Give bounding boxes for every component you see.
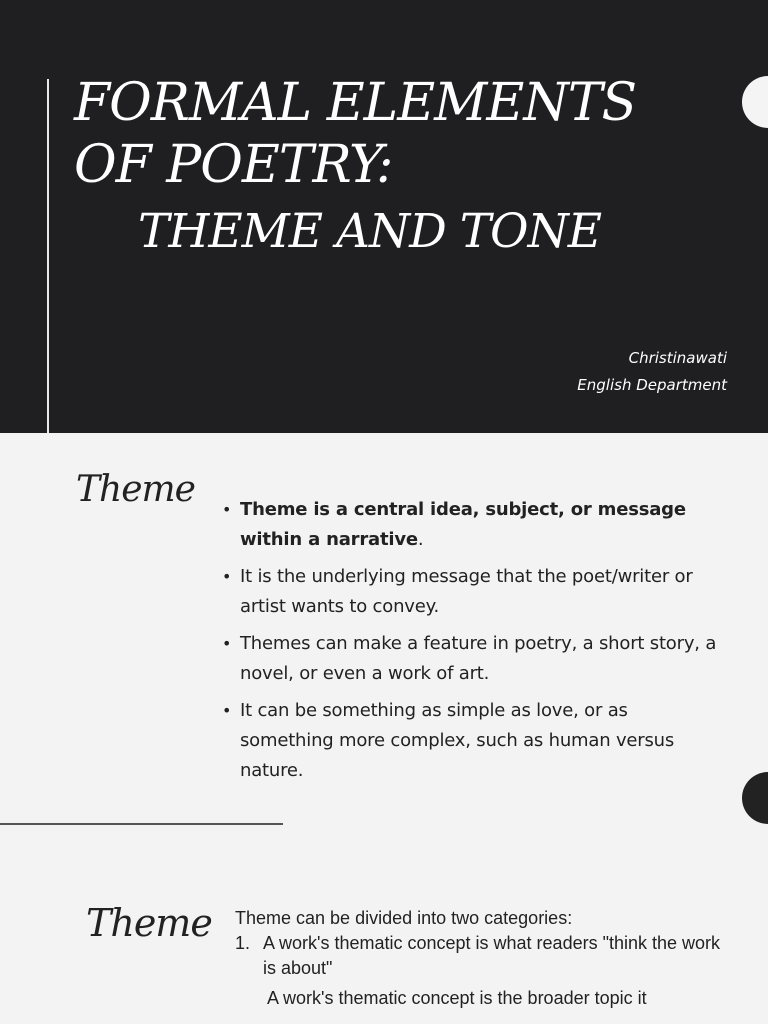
decorative-dot xyxy=(742,772,768,824)
slide-theme-categories xyxy=(0,849,768,1024)
slide-title-heading xyxy=(74,72,714,196)
slide-body xyxy=(235,906,725,1011)
slide-heading: Theme xyxy=(76,469,195,510)
decorative-circle xyxy=(742,76,768,128)
list-item xyxy=(222,495,722,555)
numbered-item xyxy=(235,931,725,981)
slide-theme-definition xyxy=(0,433,768,849)
author-name: Christinawati xyxy=(628,349,727,367)
vertical-divider xyxy=(47,79,49,433)
bullet-list xyxy=(222,495,722,793)
horizontal-divider xyxy=(0,823,283,825)
title-line-1: FORMAL ELEMENTS xyxy=(74,73,637,133)
bold-definition: Theme is a central idea, subject, or message within a narrative xyxy=(240,499,686,550)
author-block xyxy=(577,345,727,399)
item-number: 1. xyxy=(235,933,251,953)
list-item: • It is the underlying message that the poet/writer or artist wants to convey. xyxy=(222,562,722,622)
slide-subtitle: THEME AND TONE xyxy=(138,204,602,259)
list-item: • It can be something as simple as love, or as something more complex, such as human versus nature. xyxy=(222,696,722,786)
definition-period: . xyxy=(417,529,424,550)
list-item: • Themes can make a feature in poetry, a short story, a novel, or even a work of art. xyxy=(222,629,722,689)
intro-text: Theme can be divided into two categories: xyxy=(235,908,573,928)
author-department: English Department xyxy=(577,376,727,394)
slide-heading: Theme xyxy=(86,901,212,945)
body-paragraph: A work's thematic concept is the broader topic it xyxy=(267,988,647,1008)
item-text: A work's thematic concept is what readers "think the work is about" xyxy=(263,933,721,978)
slide-title xyxy=(0,0,768,433)
title-line-2: OF POETRY: xyxy=(74,135,393,195)
